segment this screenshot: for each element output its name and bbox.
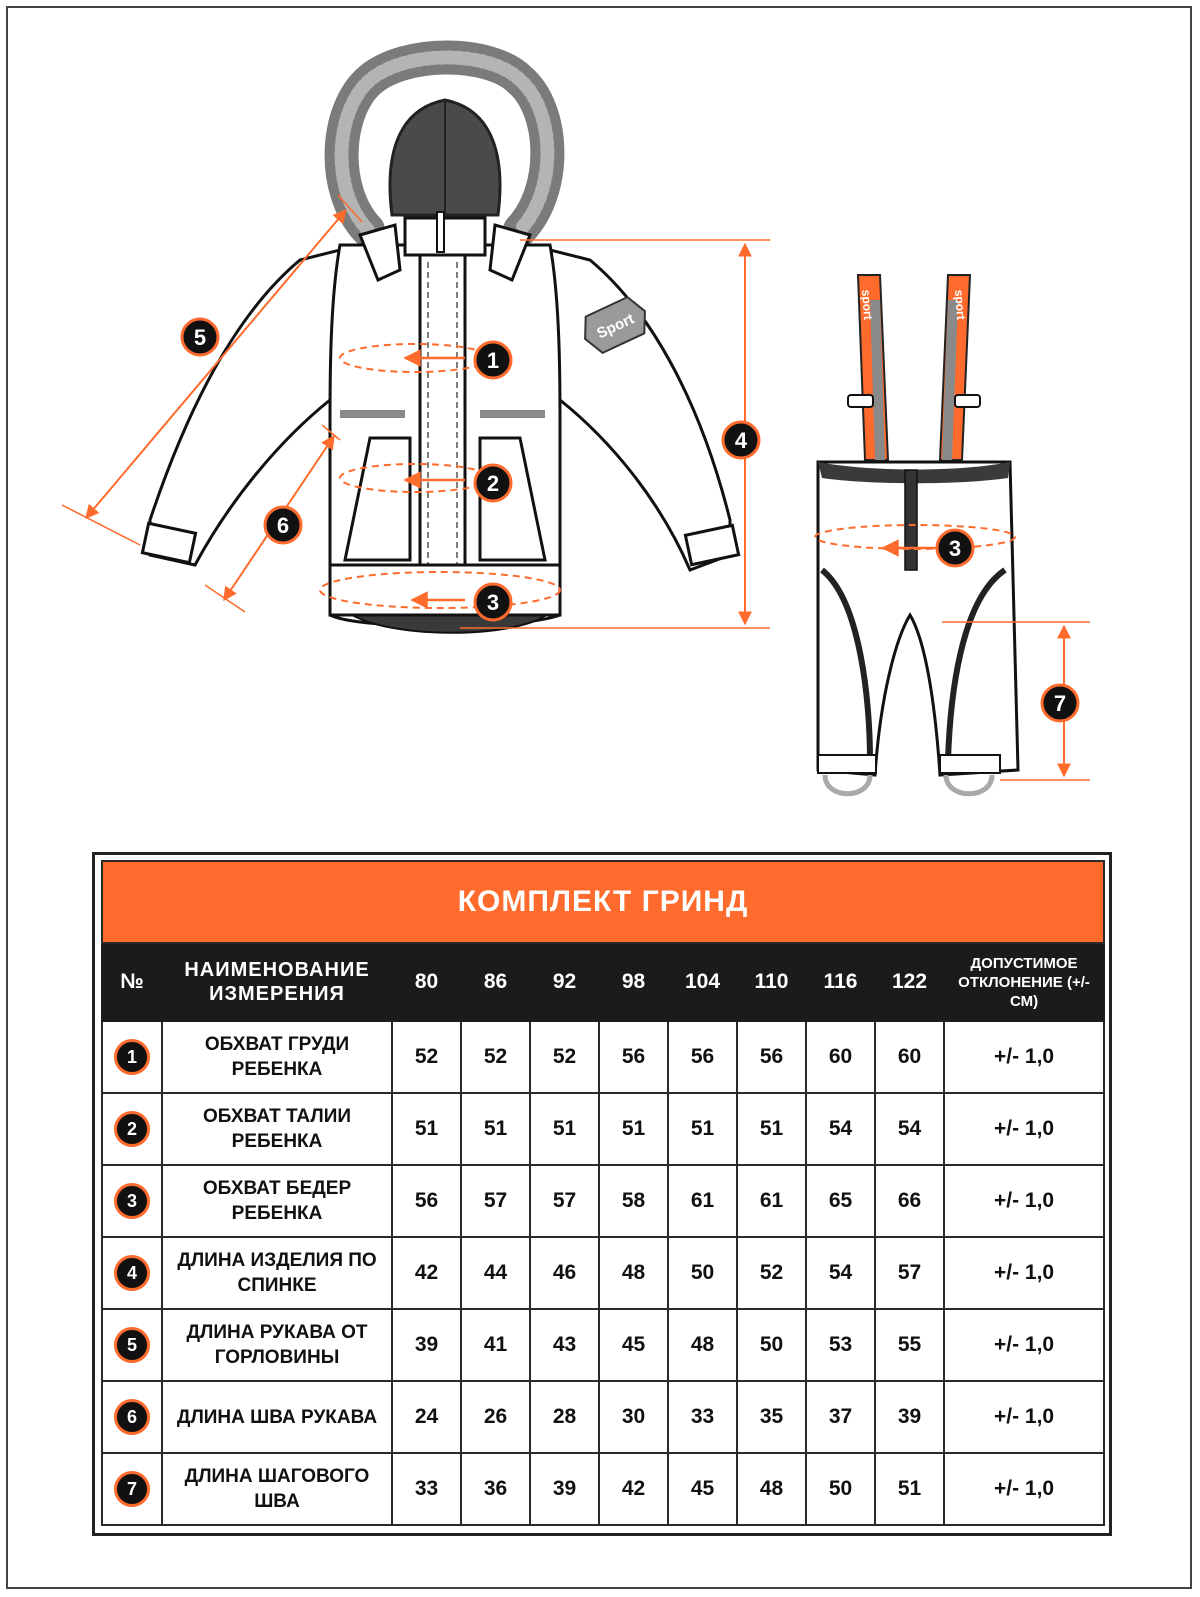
marker-4: [723, 422, 759, 458]
tolerance-value: +/- 1,0: [944, 1453, 1104, 1525]
measurement-value: 57: [530, 1165, 599, 1237]
size-header: 104: [668, 943, 737, 1021]
marker-1: [475, 342, 511, 378]
row-number-cell: [102, 1021, 162, 1093]
measurement-value: 56: [668, 1021, 737, 1093]
measurement-value: 60: [806, 1021, 875, 1093]
measurement-value: 56: [392, 1165, 461, 1237]
svg-text:3: 3: [948, 536, 962, 561]
measurement-name: ДЛИНА ШАГОВОГО ШВА: [162, 1453, 392, 1525]
measurement-value: 54: [806, 1093, 875, 1165]
size-header: 92: [530, 943, 599, 1021]
measurement-value: 35: [737, 1381, 806, 1453]
measurement-value: 46: [530, 1237, 599, 1309]
measurement-value: 58: [599, 1165, 668, 1237]
left-suspender-text: sport: [859, 289, 876, 321]
col-number-header: №: [102, 943, 162, 1021]
measurement-value: 41: [461, 1309, 530, 1381]
row-number-badge: 6: [114, 1399, 150, 1435]
measurement-name: ДЛИНА ШВА РУКАВА: [162, 1381, 392, 1453]
measurement-value: 28: [530, 1381, 599, 1453]
measurement-value: 44: [461, 1237, 530, 1309]
marker-5: [182, 319, 218, 355]
measurement-value: 51: [461, 1093, 530, 1165]
col-tolerance-header: ДОПУСТИМОЕ ОТКЛОНЕНИЕ (+/-СМ): [944, 943, 1104, 1021]
svg-text:6: 6: [276, 513, 290, 538]
measurement-value: 36: [461, 1453, 530, 1525]
size-header: 80: [392, 943, 461, 1021]
row-number-cell: [102, 1165, 162, 1237]
measurement-value: 57: [461, 1165, 530, 1237]
measurement-value: 52: [392, 1021, 461, 1093]
measurement-value: 51: [530, 1093, 599, 1165]
brand-patch-text: Sport: [594, 310, 637, 343]
tolerance-value: +/- 1,0: [944, 1381, 1104, 1453]
measurement-value: 24: [392, 1381, 461, 1453]
right-suspender-text: sport: [952, 289, 969, 321]
size-table: [101, 860, 1105, 1526]
measurement-value: 26: [461, 1381, 530, 1453]
measurement-value: 52: [530, 1021, 599, 1093]
measurement-value: 42: [599, 1453, 668, 1525]
measurement-value: 54: [806, 1237, 875, 1309]
size-header: 86: [461, 943, 530, 1021]
svg-text:2: 2: [486, 471, 500, 496]
measurement-value: 55: [875, 1309, 944, 1381]
row-number-cell: [102, 1381, 162, 1453]
measurement-value: 60: [875, 1021, 944, 1093]
svg-text:1: 1: [486, 348, 500, 373]
col-name-header: НАИМЕНОВАНИЕ ИЗМЕРЕНИЯ: [162, 943, 392, 1021]
size-header: 122: [875, 943, 944, 1021]
row-number-badge: 5: [114, 1327, 150, 1363]
table-title: КОМПЛЕКТ ГРИНД: [102, 861, 1104, 943]
marker-3-pants: [937, 530, 973, 566]
marker-6: [265, 507, 301, 543]
measurement-value: 30: [599, 1381, 668, 1453]
size-header: 98: [599, 943, 668, 1021]
measurement-value: 50: [737, 1309, 806, 1381]
svg-text:4: 4: [734, 428, 748, 453]
measurement-name: ОБХВАТ БЕДЕР РЕБЕНКА: [162, 1165, 392, 1237]
measurement-value: 50: [806, 1453, 875, 1525]
row-number-cell: [102, 1309, 162, 1381]
measurement-value: 61: [737, 1165, 806, 1237]
tolerance-value: +/- 1,0: [944, 1093, 1104, 1165]
measurement-value: 66: [875, 1165, 944, 1237]
measurement-value: 50: [668, 1237, 737, 1309]
measurement-value: 42: [392, 1237, 461, 1309]
row-number-cell: [102, 1093, 162, 1165]
measurement-name: ДЛИНА ИЗДЕЛИЯ ПО СПИНКЕ: [162, 1237, 392, 1309]
measurement-value: 48: [737, 1453, 806, 1525]
table-row: [102, 1093, 1104, 1165]
jacket-drawing: [62, 58, 770, 633]
measurement-value: 51: [392, 1093, 461, 1165]
measurement-value: 51: [875, 1453, 944, 1525]
table-row: [102, 1237, 1104, 1309]
table-row: [102, 1453, 1104, 1525]
measurement-value: 39: [392, 1309, 461, 1381]
row-number-badge: 1: [114, 1039, 150, 1075]
row-number-badge: 4: [114, 1255, 150, 1291]
measurement-value: 56: [599, 1021, 668, 1093]
measurement-value: 39: [875, 1381, 944, 1453]
measurement-value: 57: [875, 1237, 944, 1309]
table-row: [102, 1381, 1104, 1453]
measurement-value: 48: [668, 1309, 737, 1381]
row-number-badge: 2: [114, 1111, 150, 1147]
measurement-value: 61: [668, 1165, 737, 1237]
row-number-cell: [102, 1237, 162, 1309]
table-row: [102, 1309, 1104, 1381]
measurement-value: 39: [530, 1453, 599, 1525]
table-row: [102, 1165, 1104, 1237]
measurement-value: 45: [599, 1309, 668, 1381]
measurement-value: 52: [737, 1237, 806, 1309]
measurement-value: 51: [737, 1093, 806, 1165]
measurement-value: 33: [668, 1381, 737, 1453]
marker-3-jacket: [475, 584, 511, 620]
svg-text:3: 3: [486, 590, 500, 615]
svg-text:5: 5: [193, 325, 207, 350]
svg-text:7: 7: [1053, 691, 1067, 716]
measurement-name: ДЛИНА РУКАВА ОТ ГОРЛОВИНЫ: [162, 1309, 392, 1381]
row-number-badge: 3: [114, 1183, 150, 1219]
tolerance-value: +/- 1,0: [944, 1021, 1104, 1093]
measurement-value: 37: [806, 1381, 875, 1453]
marker-2: [475, 465, 511, 501]
row-number-badge: 7: [114, 1471, 150, 1507]
measurement-value: 54: [875, 1093, 944, 1165]
tolerance-value: +/- 1,0: [944, 1309, 1104, 1381]
measurement-value: 33: [392, 1453, 461, 1525]
marker-7: [1042, 685, 1078, 721]
measurement-value: 51: [668, 1093, 737, 1165]
measurement-value: 48: [599, 1237, 668, 1309]
tolerance-value: +/- 1,0: [944, 1237, 1104, 1309]
measurement-value: 65: [806, 1165, 875, 1237]
measurement-name: ОБХВАТ ТАЛИИ РЕБЕНКА: [162, 1093, 392, 1165]
size-header: 116: [806, 943, 875, 1021]
measurement-value: 43: [530, 1309, 599, 1381]
measurement-value: 52: [461, 1021, 530, 1093]
measurement-value: 53: [806, 1309, 875, 1381]
measurement-value: 45: [668, 1453, 737, 1525]
measurement-value: 56: [737, 1021, 806, 1093]
measurement-name: ОБХВАТ ГРУДИ РЕБЕНКА: [162, 1021, 392, 1093]
tolerance-value: +/- 1,0: [944, 1165, 1104, 1237]
measurement-value: 51: [599, 1093, 668, 1165]
row-number-cell: [102, 1453, 162, 1525]
size-header: 110: [737, 943, 806, 1021]
table-row: [102, 1021, 1104, 1093]
